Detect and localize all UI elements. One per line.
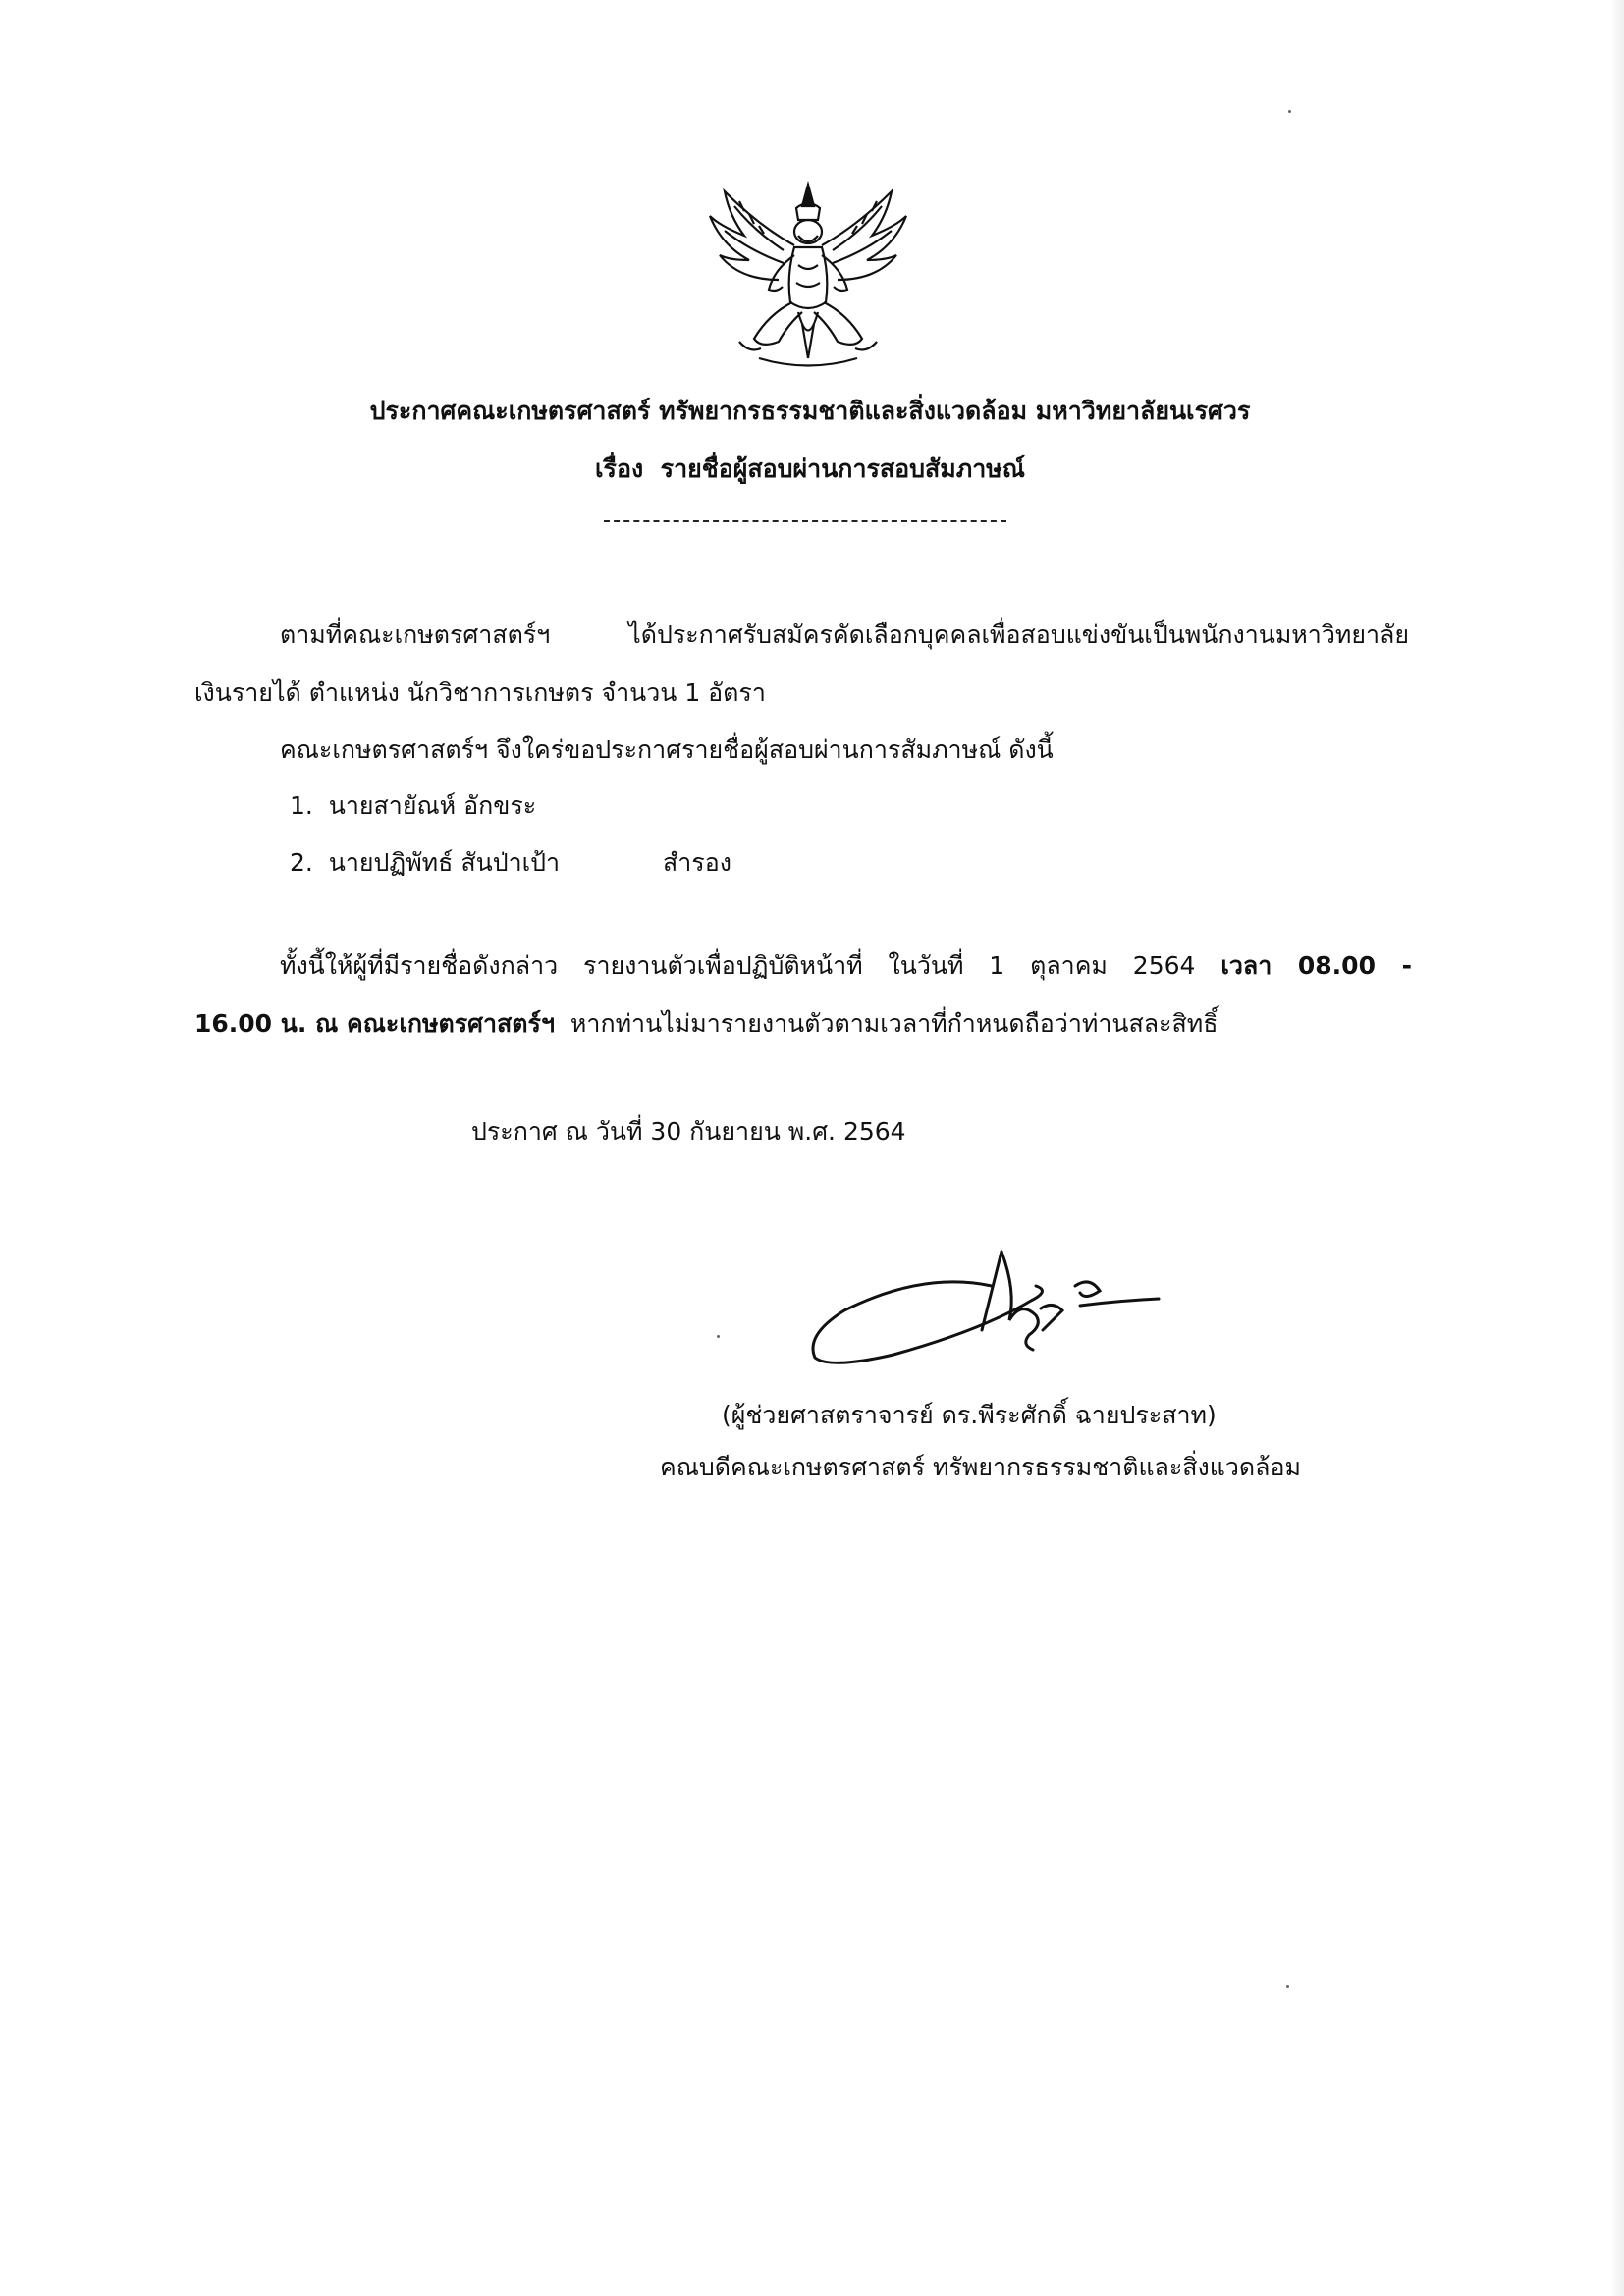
candidate-name: นายปฏิพัทธ์ สันป่าเป้า: [328, 848, 561, 877]
signature-image: [785, 1232, 1178, 1379]
list-item: [290, 846, 560, 880]
subject-label: เรื่อง: [595, 454, 644, 483]
garuda-emblem-icon: [700, 177, 916, 373]
scan-speck: [1286, 1985, 1289, 1988]
candidate-note: สำรอง: [663, 848, 731, 877]
paragraph-3-line-1-text: ทั้งนี้ให้ผู้ที่มีรายชื่อดังกล่าว รายงานตัวเพื่อปฏิบัติหน้าที่ ในวันที่ 1 ตุลาคม 2564: [280, 951, 1196, 980]
paragraph-1-line-2: เงินรายได้ ตำแหน่ง นักวิชาการเกษตร จำนวน 1 อัตรา: [194, 678, 766, 707]
announcement-date: ประกาศ ณ วันที่ 30 กันยายน พ.ศ. 2564: [471, 1117, 906, 1146]
signatory-name: (ผู้ช่วยศาสตราจารย์ ดร.พีระศักดิ์ ฉายประสาท): [722, 1401, 1217, 1429]
paragraph-1-line-1: ตามที่คณะเกษตรศาสตร์ฯ ได้ประกาศรับสมัครคัดเลือกบุคคลเพื่อสอบแข่งขันเป็นพนักงานมหาวิทยาลัย: [280, 620, 1409, 649]
paragraph-3-line-1: [280, 949, 1412, 983]
list-item: [290, 789, 536, 823]
candidate-number: 1.: [290, 791, 313, 820]
paragraph-2: คณะเกษตรศาสตร์ฯ จึงใคร่ขอประกาศรายชื่อผู้สอบผ่านการสัมภาษณ์ ดังนี้: [280, 735, 1054, 764]
report-time-location: 16.00 น. ณ คณะเกษตรศาสตร์ฯ: [194, 1009, 556, 1038]
candidate-name: นายสายัณห์ อักขระ: [328, 791, 537, 820]
announcement-subject: [275, 450, 1345, 489]
scan-speck: [717, 1335, 720, 1338]
report-time-start: เวลา 08.00 -: [1220, 951, 1412, 980]
paragraph-3-line-2-text: หากท่านไม่มารายงานตัวตามเวลาที่กำหนดถือว่าท่านสละสิทธิ์: [569, 1009, 1218, 1038]
signatory-position: คณบดีคณะเกษตรศาสตร์ ทรัพยากรธรรมชาติและสิ่งแวดล้อม: [660, 1453, 1301, 1481]
scan-edge-shadow: [1610, 0, 1624, 2296]
paragraph-3-line-2: [194, 1007, 1218, 1041]
announcement-title: ประกาศคณะเกษตรศาสตร์ ทรัพยากรธรรมชาติและสิ่งแวดล้อม มหาวิทยาลัยนเรศวร: [369, 397, 1251, 425]
candidate-number: 2.: [290, 848, 313, 877]
subject-text: รายชื่อผู้สอบผ่านการสอบสัมภาษณ์: [660, 454, 1025, 483]
title-divider: [604, 520, 1006, 522]
scan-speck: [1288, 110, 1291, 113]
